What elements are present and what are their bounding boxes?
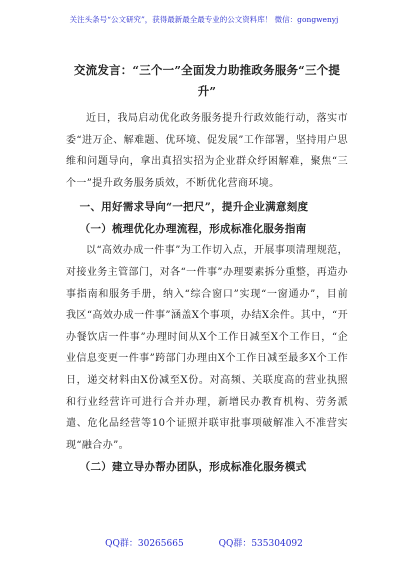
document-title: 交流发言：“三个一”全面发力助推政务服务“三个提升” [73,63,341,98]
subsection-paragraph-1: 以“高效办成一件事”为工作切入点，开展事项清理规范，对接业务主管部门，对各“一件事”办理要素拆分重整，再造办事指南和服务手册，纳入“综合窗口”实现“一窗通办”，目前我区“高效办成一件事”涵盖X个事项，办结X余件。其中，“开办餐饮店一件事”办理时间从X个工作日减至X个工作日，“企业信息变更一件事”跨部门办理由X个工作日减至最多X个工作日，递交材料由X份减至X份。对高频、关联度高的营业执照和行业经营许可进行合并办理，新增民办教育机构、劳务派遣、危化品经营等10个证照并联审批事项破解准入不准营实现“融合办”。 [66,245,348,451]
section-heading-1: 一、用好需求导向“一把尺”，提升企业满意刻度 [79,201,309,214]
header-banner: 关注头条号“公文研究”，获得最新最全最专业的公文资料库！ 微信：gongwenyj [69,15,339,24]
subsection-heading-2: （二）建立导办帮办团队，形成标准化服务模式 [79,461,307,474]
document-body [66,60,348,478]
intro-paragraph: 近日，我局启动优化政务服务提升行政效能行动，落实市委“进万企、解难题、优环境、促发展”工作部署，坚持用户思维和问题导向，拿出真招实招为企业群众纾困解难，聚焦“三个一”提升政务服务质效，不断优化营商环境。 [66,113,348,189]
footer-contacts [0,536,408,549]
footer-qq-group-2: QQ群：535304092 [218,539,303,549]
subsection-heading-1: （一）梳理优化办理流程，形成标准化服务指南 [79,223,307,236]
footer-qq-group-1: QQ群：30265665 [105,539,184,549]
